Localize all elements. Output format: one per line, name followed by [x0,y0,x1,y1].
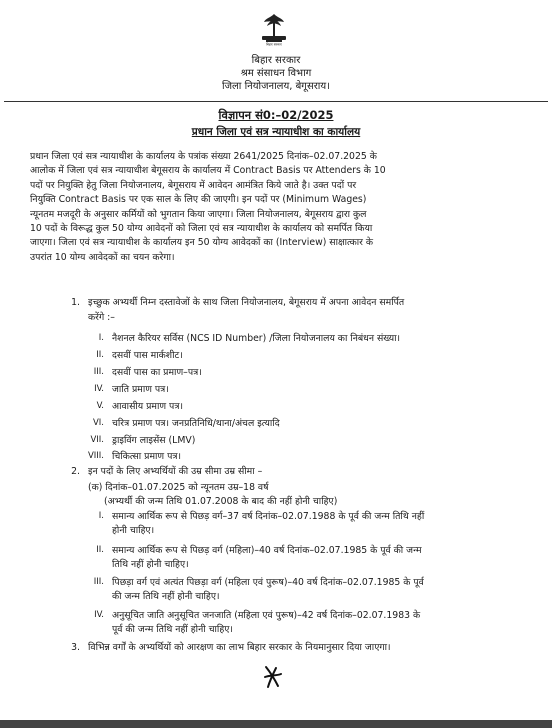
header-divider [4,101,548,102]
point2-line: इन पदों के लिए अभ्यर्थियों की उम्र सीमा उम्र सीमा – [88,466,263,477]
point-number: 1. [71,297,80,308]
age-item-cont: की जन्म तिथि नहीं होनी चाहिए। [112,591,220,602]
age-number: IV. [94,610,104,620]
bihar-emblem-icon [256,12,292,46]
intro-line: पदों पर नियुक्ति हेतु जिला नियोजनालय, बेगूसराय में आवेदन आमंत्रित किये जाते है। उक्त पदों पर [30,179,357,191]
point1-line: इच्छुक अभ्यर्थी निम्न दस्तावेजों के साथ जिला नियोजनालय, बेगूसराय में अपना आवेदन समर्पित [88,297,405,308]
intro-paragraph [30,150,522,265]
advertisement-number: विज्ञापन सं0:–02/2025 [218,108,334,122]
intro-line: नियुक्ति Contract Basis पर एक साल के लिए की जाएगी। इन पदों पर (Minimum Wages) [30,194,367,206]
intro-line: आलोक में जिला एवं सत्र न्यायाधीश बेगूसराय के कार्यालय में Contract Basis पर Attenders के 10 [30,165,386,177]
doc-item: चिकित्सा प्रमाण पत्र। [112,451,182,462]
age-number: III. [93,577,104,587]
point-number: 3. [71,642,80,653]
doc-item: दसवीं पास मार्कशीट। [112,350,183,361]
intro-line: न्यूनतम मजदूरी के अनुसार कर्मियों को भुगतान किया जाएगा। जिला नियोजनालय, बेगूसराय द्वारा कुल [30,208,367,220]
intro-line: उपरांत 10 योग्य आवेदकों का चयन करेगा। [30,251,175,263]
signature-mark [262,664,284,690]
department-name: श्रम संसाधन विभाग [240,68,312,79]
point-number: 2. [71,466,80,477]
govt-name: बिहार सरकार [251,55,301,66]
doc-number: VI. [92,418,104,428]
age-item: समान्य आर्थिक रूप से पिछड़ वर्ग–37 वर्ष दिनांक–02.07.1988 के पूर्व की जन्म तिथि नहीं [112,511,425,522]
age-item: समान्य आर्थिक रूप से पिछड़ वर्ग (महिला)–40 वर्ष दिनांक–02.07.1985 के पूर्व की जन्म [112,545,422,556]
age-minimum: (क) दिनांक–01.07.2025 को न्यूनतम उम्र–18 वर्ष [88,482,269,493]
office-title: प्रधान जिला एवं सत्र न्यायाधीश का कार्यालय [191,126,361,138]
age-item: पिछड़ा वर्ग एवं अत्यंत पिछड़ा वर्ग (महिला एवं पुरूष)–40 वर्ष दिनांक–02.07.1985 के पूर्व [112,577,424,588]
intro-line: 10 पदों के विरूद्ध कुल 50 योग्य आवेदनों को जिला एवं सत्र न्यायाधीश के कार्यालय को समर्पित किया [30,223,373,235]
point3-text: विभिन्न वर्गों के अभ्यर्थियों को आरक्षण का लाभ बिहार सरकार के नियमानुसार दिया जाएगा। [88,642,391,653]
doc-item: नैशनल कैरियर सर्विस (NCS ID Number) /जिला नियोजनालय का निबंधन संख्या। [112,333,401,344]
doc-item: ड्राइविंग लाइसेंस (LMV) [112,435,196,446]
doc-item: दसवीं पास का प्रमाण–पत्र। [112,367,202,378]
age-item-cont: तिथि नहीं होनी चाहिए। [112,559,189,570]
intro-line: प्रधान जिला एवं सत्र न्यायाधीश के कार्यालय के पत्रांक संख्या 2641/2025 दिनांक–02.07.2025 के [30,151,377,162]
doc-item: चरित्र प्रमाण पत्र। जनप्रतिनिधि/थाना/अंचल इत्यादि [112,418,280,429]
doc-number: I. [98,333,104,343]
doc-number: VII. [90,435,104,445]
age-item-cont: होनी चाहिए। [112,525,155,536]
age-number: I. [98,511,104,521]
age-minimum-note: (अभ्यर्थी की जन्म तिथि 01.07.2008 के बाद की नहीं होनी चाहिए) [104,496,338,507]
age-number: II. [96,545,104,555]
age-item-cont: पूर्व की जन्म तिथि नहीं होनी चाहिए। [112,624,233,635]
doc-number: VIII. [87,451,104,461]
doc-number: II. [96,350,104,360]
doc-item: आवासीय प्रमाण पत्र। [112,401,183,412]
scan-bottom-edge [0,720,552,728]
svg-text:बिहार सरकार: बिहार सरकार [266,42,282,46]
doc-number: V. [96,401,104,411]
doc-number: IV. [94,384,104,394]
age-item: अनुसूचित जाति अनुसूचित जनजाति (महिला एवं पुरूष)–42 वर्ष दिनांक–02.07.1983 के [112,610,421,621]
intro-line: जाएगा। जिला एवं सत्र न्यायाधीश के कार्यालय इन 50 योग्य आवेदकों का (Interview) साक्षात्कार के [30,237,374,249]
point1-line: करेंगे :– [88,312,115,323]
office-name: जिला नियोजनालय, बेगूसराय। [222,81,330,92]
doc-number: III. [93,367,104,377]
doc-item: जाति प्रमाण पत्र। [112,384,169,395]
